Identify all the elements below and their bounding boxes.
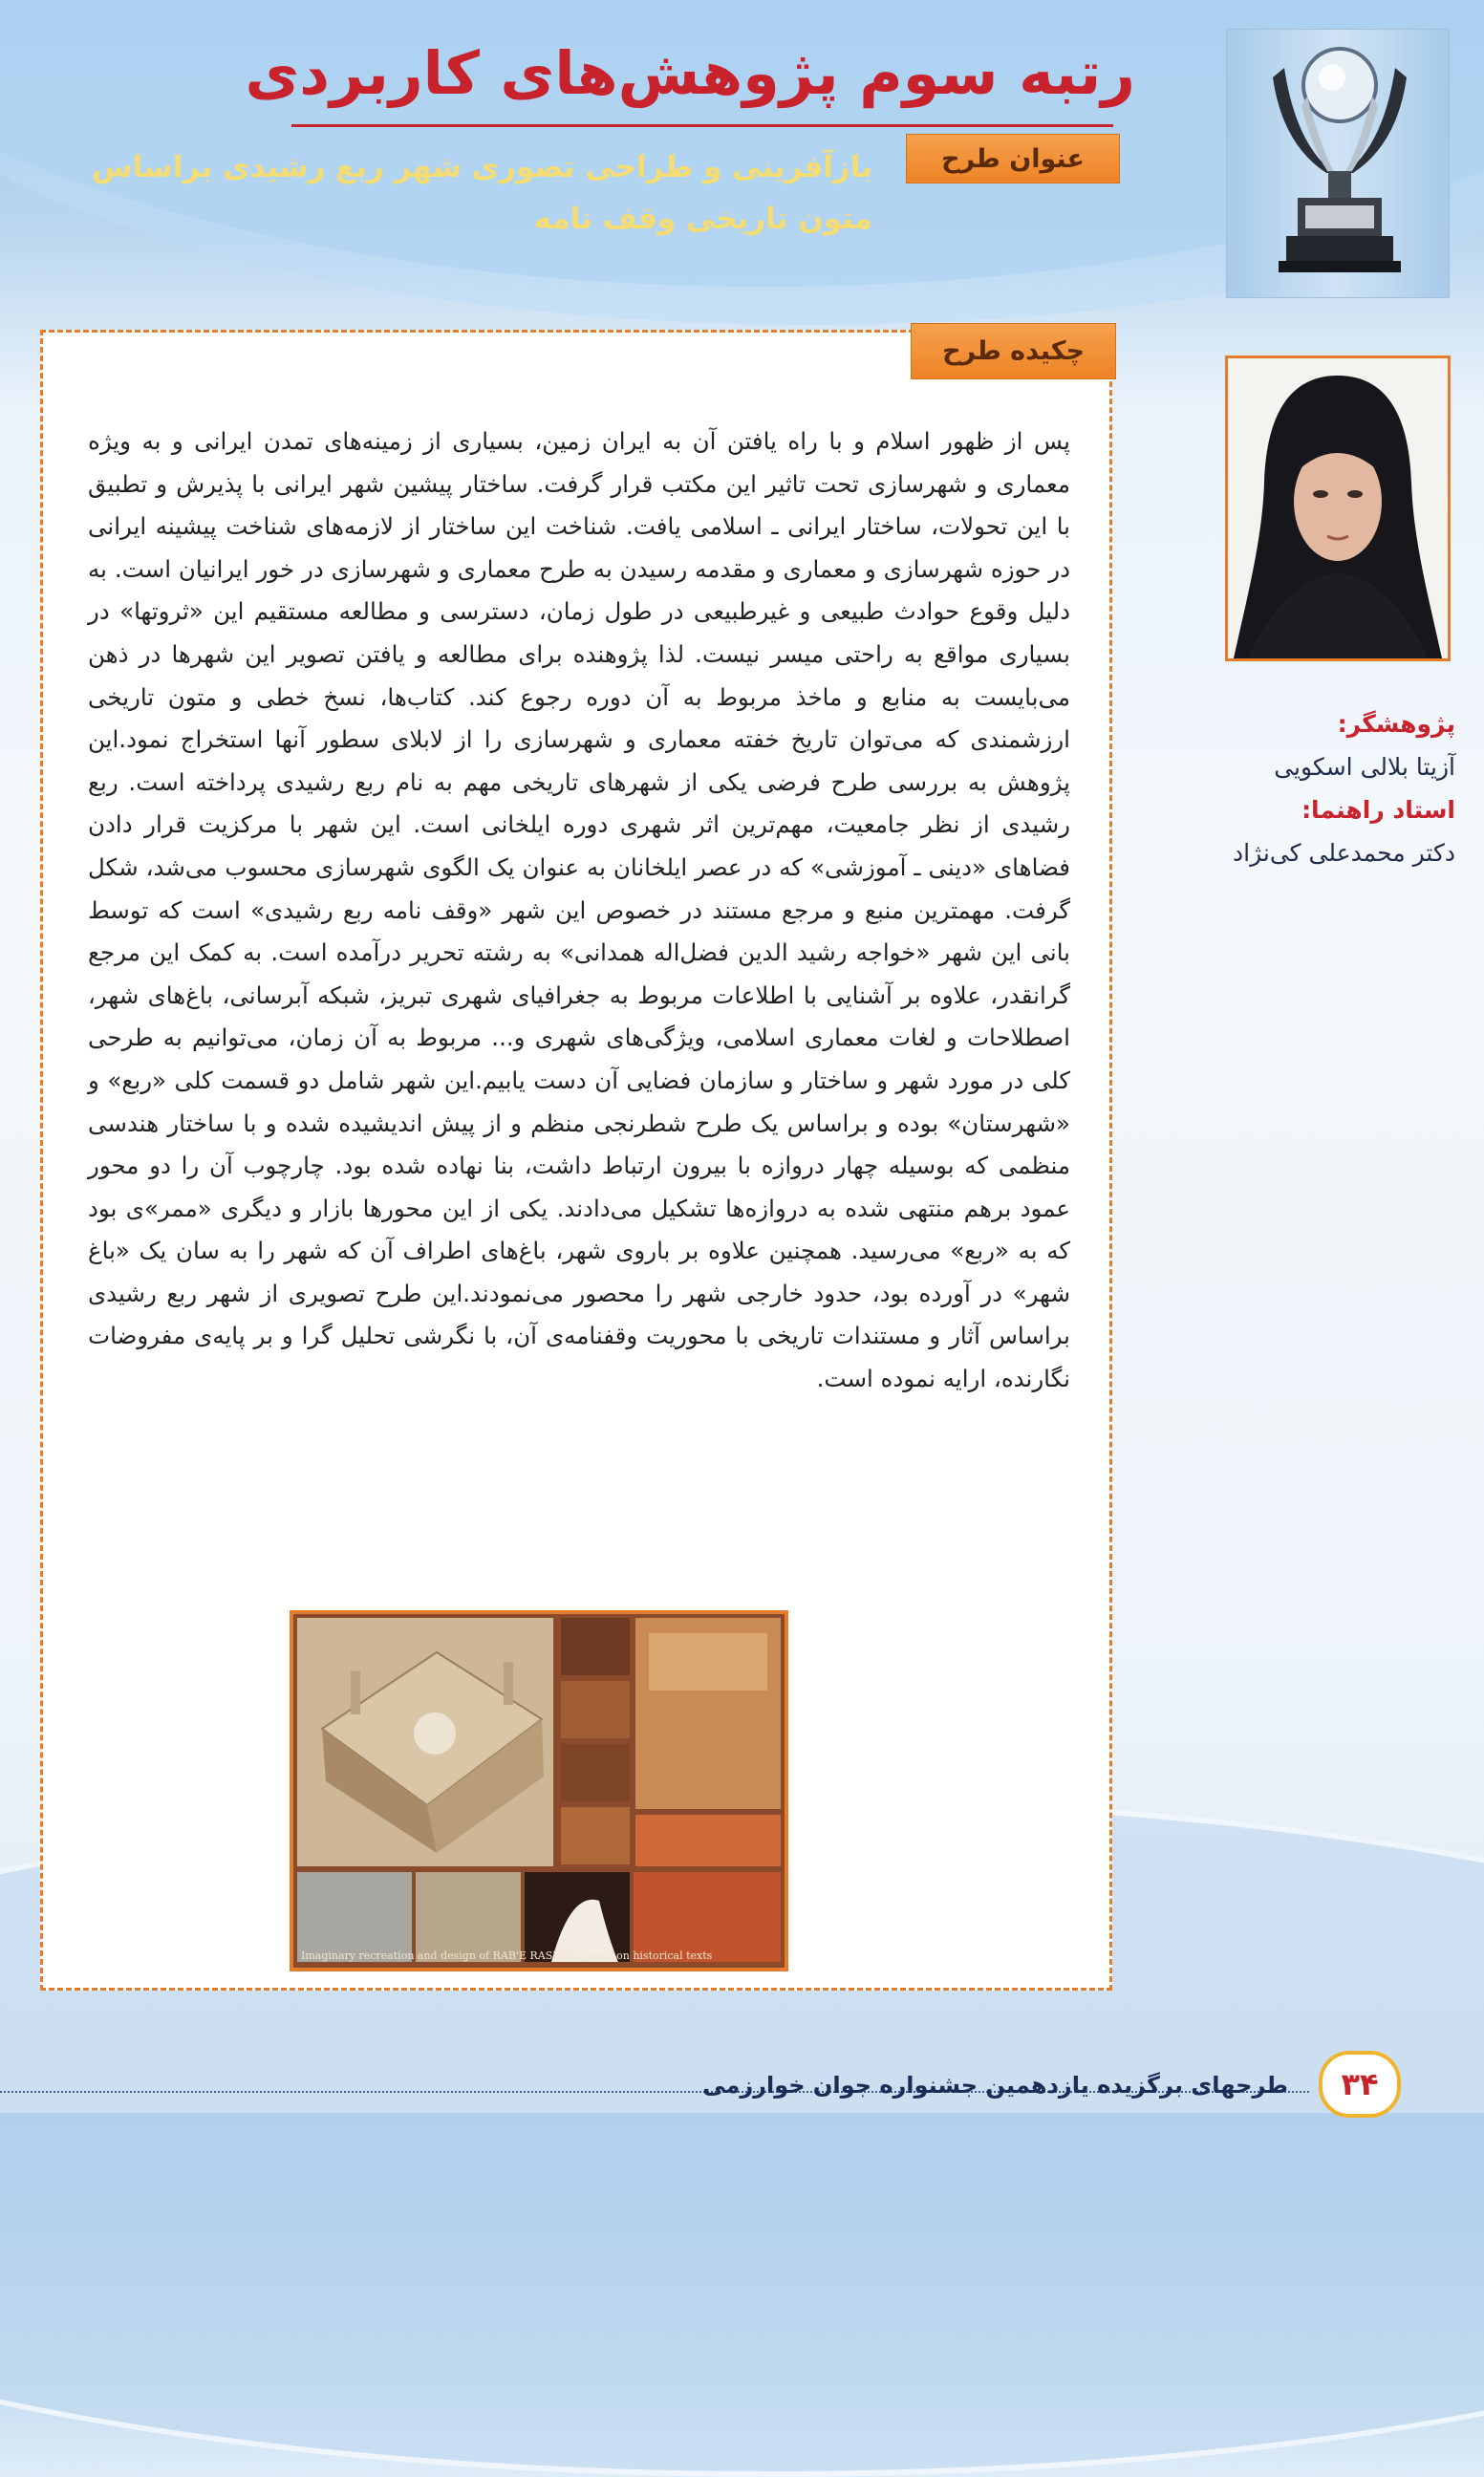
researcher-photo bbox=[1225, 355, 1451, 661]
footer-title: طرحهای برگزیده یازدهمین جشنواره جوان خوارزمی bbox=[702, 2072, 1288, 2099]
page-number: ۳۴ bbox=[1319, 2051, 1401, 2118]
credits bbox=[1111, 702, 1455, 874]
collage-caption: Imaginary recreation and design of RAB'E RASHIDI based on historical texts bbox=[301, 1949, 713, 1962]
title-underline bbox=[291, 124, 1113, 127]
page-title: رتبه سوم پژوهش‌های کاربردی bbox=[245, 38, 1135, 108]
advisor-role: استاد راهنما: bbox=[1301, 796, 1455, 824]
project-title-label: عنوان طرح bbox=[906, 134, 1120, 183]
project-title: بازآفرینی و طراحی تصوری شهر ربع رشیدی براساس متون تاریخی وقف نامه bbox=[91, 150, 872, 236]
researcher-name: آزیتا بلالی اسکویی bbox=[1274, 753, 1455, 781]
trophy-panel bbox=[1226, 29, 1450, 298]
researcher-role: پژوهشگر: bbox=[1337, 710, 1455, 738]
abstract-label: چکیده طرح bbox=[911, 323, 1116, 379]
trophy-icon bbox=[1227, 30, 1449, 297]
portrait-image bbox=[1228, 358, 1448, 658]
advisor-name: دکتر محمدعلی کی‌نژاد bbox=[1233, 839, 1455, 867]
abstract-body: پس از ظهور اسلام و با راه یافتن آن به ایران زمین، بسیاری از زمینه‌های تمدن ایرانی و به ویژه معماری و شهرسازی تحت تاثیر این مکتب قرار گرفت. ساختار پیشین شهر ایرانی با پذیرش و تطبیق با این تحولات، ساختار ایرانی ـ اسلامی یافت. شناخت این ساختار از لازمه‌های شناخت پیشینه ایرانی در حوزه شهرسازی و معماری و مقدمه رسیدن به طرح معماری و شهرسازی در خور ایرانیان است. به دلیل وقوع حوادث طبیعی و غیرطبیعی در طول زمان، دسترسی و مطالعه مستقیم این «ثروتها» در بسیاری مواقع به راحتی میسر نیست. لذا پژوهنده برای مطالعه و یافتن تصویر این شهرها در ذهن می‌بایست به منابع و ماخذ مربوط به آن دوره رجوع کند. کتاب‌ها، نسخ خطی و متون تاریخی ارزشمندی که می‌توان تاریخ خفته معماری و شهرسازی را از لابلای سطور آنها استخراج نمود.این پژوهش به بررسی طرح فرضی یکی از شهرهای تاریخی مهم به نام ربع رشیدی پرداخته است. ربع رشیدی از نظر جامعیت، مهم‌ترین اثر شهری دوره ایلخانی است. این شهر با مرکزیت قرار دادن فضاهای «دینی ـ آموزشی» که در عصر ایلخانان به عنوان یک الگوی شهرسازی محسوب می‌شد، شکل گرفت. مهمترین منبع و مرجع مستند در خصوص این شهر «وقف نامه ربع رشیدی» است که توسط بانی این شهر «خواجه رشید الدین فضل‌اله همدانی» به رشته تحریر درآمده است. به کمک این مرجع گرانقدر، علاوه بر آشنایی با اطلاعات مربوط به جغرافیای شهری تبریز، شبکه آبرسانی، باغ‌های شهر، اصطلاحات و لغات معماری اسلامی، ویژگی‌های شهری و... مربوط به آن زمان، می‌توانیم به طرحی کلی در مورد شهر و ساختار و سازمان فضایی آن دست یابیم.این شهر شامل دو قسمت کلی «ربع» و «شهرستان» بوده و براساس یک طرح شطرنجی منظم و از پیش اندیشیده شده و با ساختار هندسی منظمی که بوسیله چهار دروازه با بیرون ارتباط داشت، بنا نهاده شده بود. چارچوب آن را دو محور عمود برهم منتهی شده به دروازه‌ها تشکیل می‌دادند. یکی از این محورها بازار و دیگری «ممر»ی بود که به «ربع» می‌رسید. همچنین علاوه بر باروی شهر، باغ‌های اطراف آن که شهر را به سان یک «باغ شهر» در آورده بود، حدود خارجی شهر را محصور می‌نمودند.این طرح تصویری از شهر ربع رشیدی براساس آثار و مستندات تاریخی با محوریت وقفنامه‌ی آن، با نگرشی تحلیل گرا و بر پایه‌ی مفروضات نگارنده، ارایه نموده است. bbox=[88, 427, 1070, 1393]
project-image-collage bbox=[290, 1610, 788, 1971]
collage-image bbox=[293, 1614, 785, 1968]
